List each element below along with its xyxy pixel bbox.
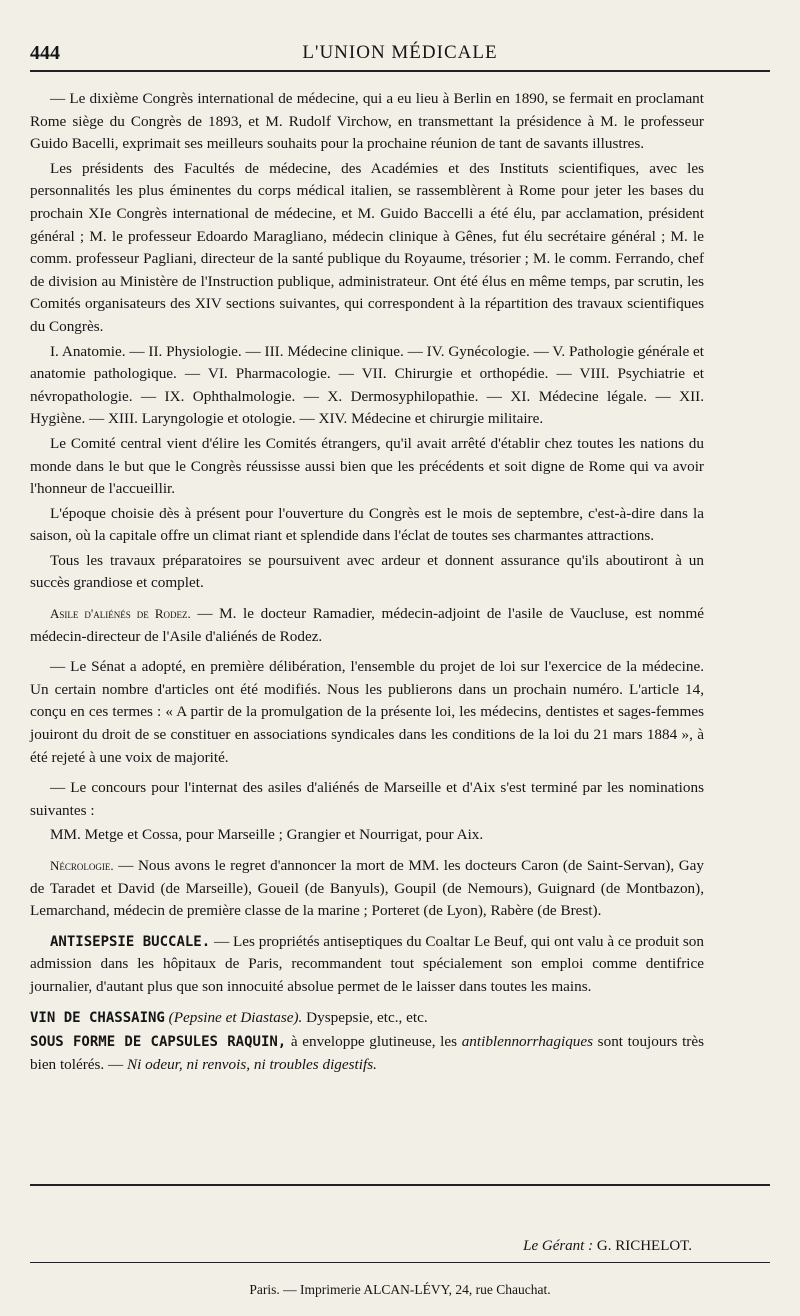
paragraph-comite: Le Comité central vient d'élire les Comités étrangers, qu'il avait arrêté d'établir chez toutes les nations du monde dans le but que le Congrès réussisse aussi bien que les précédents et soit digne de Rome qui va avoir l'honneur de l'accueillir. — [30, 434, 704, 498]
footer-rule-2 — [30, 1262, 770, 1263]
ad-vin-chassaing — [30, 1007, 704, 1030]
asile-text: — M. le docteur Ramadier, médecin-adjoint de l'asile de Vaucluse, est nommé médecin-directeur de l'Asile d'aliénés de Rodez. — [30, 605, 705, 645]
paragraph-sections: I. Anatomie. — II. Physiologie. — III. Médecine clinique. — IV. Gynécologie. — V. Pathologie générale et anatomie pathologique. — VI. Pharmacologie. — VII. Chirurgie et orthopédie. — VIII. Psychiatrie et névropathologie. — IX. Ophthalmologie. — X. Dermosyphilopathie. — XI. Médecine légale. — XII. Hygiène. — XIII. Laryngologie et otologie. — XIV. Médecine et chirurgie militaire. — [30, 342, 704, 428]
header-rule — [30, 70, 770, 72]
page-number: 444 — [30, 42, 60, 64]
article-body — [30, 88, 704, 1078]
capsules-label: SOUS FORME DE CAPSULES RAQUIN, — [30, 1034, 287, 1051]
imprint-line: Paris. — Imprimerie ALCAN-LÉVY, 24, rue Chauchat. — [249, 1282, 551, 1297]
paragraph-congres-intro: — Le dixième Congrès international de médecine, qui a eu lieu à Berlin en 1890, se fermait en proclamant Rome siège du Congrès de 1893, et M. Rudolf Virchow, en transmettant la présidence à M. le professeur Guido Bacelli, exprimait ses meilleurs souhaits pour la prochaine réunion de tant de savants illustres. — [30, 90, 704, 153]
ad-antisepsie — [30, 931, 704, 999]
vin-text: Dyspepsie, etc., etc. — [302, 1008, 428, 1026]
concours-names: MM. Metge et Cossa, pour Marseille ; Grangier et Nourrigat, pour Aix. — [50, 826, 484, 844]
vin-paren: (Pepsine et Diastase). — [164, 1008, 303, 1026]
necrologie-text: — Nous avons le regret d'annoncer la mort de MM. les docteurs Caron (de Saint-Servan), Gay de Taradet et David (de Marseille), Goueil (de Banyuls), Goupil (de Nemours), Guignard (de Montbazon), Lemarchand, médecin de première classe de la marine ; Porteret (de Lyon), Rabère (de Brest). — [30, 857, 704, 920]
signature-label: Le Gérant : — [523, 1238, 594, 1254]
vin-label: VIN DE CHASSAING — [30, 1009, 165, 1026]
footer-rule-1 — [30, 1184, 770, 1186]
capsules-text-2: sont toujours très bien tolérés. — — [30, 1033, 704, 1073]
ad-capsules — [30, 1031, 704, 1076]
journal-title: L'UNION MÉDICALE — [302, 42, 498, 63]
item-necrologie — [30, 855, 704, 923]
capsules-italic-2: Ni odeur, ni renvois, ni troubles digestifs. — [127, 1055, 377, 1073]
signature-name: G. RICHELOT. — [593, 1238, 692, 1254]
capsules-italic-1: antiblennorrhagiques — [461, 1033, 594, 1051]
antisepsie-text: — Les propriétés antiseptiques du Coaltar Le Beuf, qui ont valu à ce produit son admission dans les hôpitaux de Paris, recommandent tout spécialement son emploi comme dentifrice journalier, d'autant plus que son innocuité absolue permet de le laisser dans toutes les mains. — [30, 932, 704, 995]
page-header — [30, 40, 770, 68]
signature — [523, 1238, 692, 1255]
item-asile-rodez — [30, 603, 704, 648]
antisepsie-label: ANTISEPSIE BUCCALE. — [50, 933, 211, 950]
asile-label: Asile d'aliénés de Rodez. — [50, 606, 191, 622]
necrologie-label: Nécrologie. — [50, 858, 114, 873]
paragraph-travaux: Tous les travaux préparatoires se poursuivent avec ardeur et donnent assurance qu'ils aboutiront à un succès grandiose et complet. — [30, 551, 704, 592]
item-senat: — Le Sénat a adopté, en première délibération, l'ensemble du projet de loi sur l'exercice de la médecine. Un certain nombre d'articles ont été modifiés. Nous les publierons dans un prochain numéro. L'article 14, conçu en ces termes : « A partir de la promulgation de la présente loi, les médecins, dentistes et sages-femmes jouiront du droit de se constituer en associations syndicales dans les conditions de la loi du 21 mars 1884 », à été rejeté à une voix de majorité. — [30, 658, 704, 766]
item-concours: — Le concours pour l'internat des asiles d'aliénés de Marseille et d'Aix s'est terminé par les nominations suivantes : — [30, 779, 704, 819]
paragraph-presidents: Les présidents des Facultés de médecine, des Académies et des Instituts scientifiques, avec les personnalités les plus éminentes du corps médical italien, se rassemblèrent à Rome pour jeter les bases du prochain XIe Congrès international de médecine, et M. Guido Baccelli a été élu, par acclamation, président général ; M. le professeur Edoardo Maragliano, médecin clinique à Gênes, fut élu secrétaire général ; M. le comm. professeur Pagliani, directeur de la santé publique du Royaume, trésorier ; M. le comm. Ferrando, chef de division au Ministère de l'Instruction publique, administrateur. Ont été élus en même temps, par scrutin, les Comités organisateurs des XIV sections suivantes, qui correspondent à la répartition des travaux scientifiques du Congrès. — [30, 159, 704, 335]
paragraph-epoque: L'époque choisie dès à présent pour l'ouverture du Congrès est le mois de septembre, c'est-à-dire dans la saison, où la capitale offre un climat riant et splendide dans l'éclat de toutes ses charmantes attractions. — [30, 504, 704, 545]
capsules-text-1: à enveloppe glutineuse, les — [286, 1033, 462, 1051]
